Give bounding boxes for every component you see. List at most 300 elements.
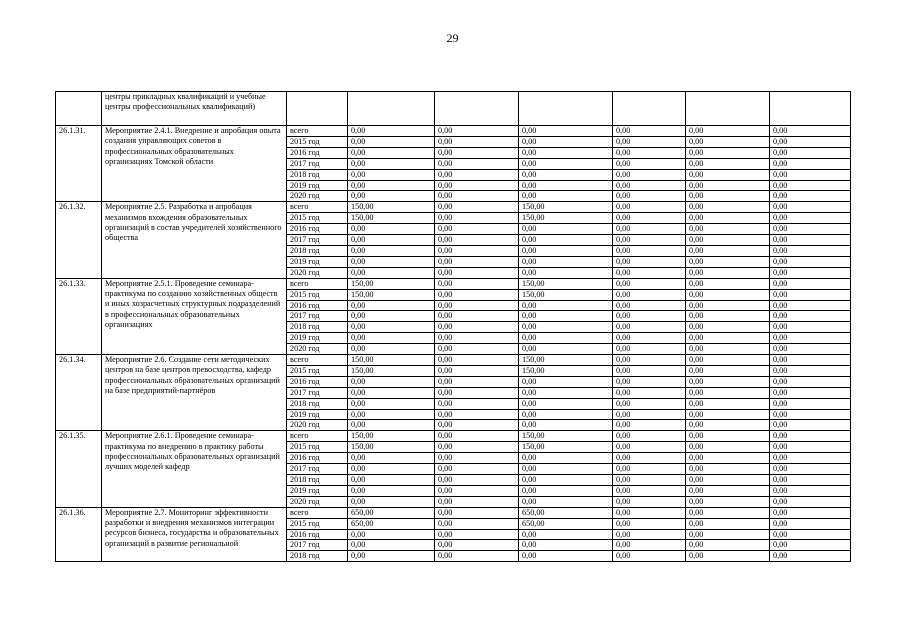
value-cell: 0,00 <box>770 540 851 551</box>
item-description: Мероприятие 2.4.1. Внедрение и апробация опыта создания управляющих советов в профессиональных образовательных организациях Томской области <box>102 126 287 202</box>
item-description: Мероприятие 2.6.1. Проведение семинара-практикума по внедрению в практику работы профессиональных образовательных организаций лучших моделей кафедр <box>102 431 287 507</box>
value-cell: 150,00 <box>348 431 435 442</box>
value-cell: 0,00 <box>519 453 613 464</box>
value-cell: 0,00 <box>770 420 851 431</box>
value-cell: 0,00 <box>519 485 613 496</box>
table-cell <box>519 92 613 126</box>
value-cell: 0,00 <box>686 147 770 158</box>
value-cell: 0,00 <box>435 355 519 366</box>
period-cell: 2017 год <box>287 311 348 322</box>
value-cell: 0,00 <box>613 398 686 409</box>
value-cell: 0,00 <box>770 126 851 137</box>
value-cell: 0,00 <box>435 420 519 431</box>
period-cell: 2018 год <box>287 551 348 562</box>
value-cell: 0,00 <box>770 409 851 420</box>
value-cell: 0,00 <box>519 136 613 147</box>
value-cell: 0,00 <box>519 333 613 344</box>
value-cell: 0,00 <box>435 202 519 213</box>
period-cell: 2020 год <box>287 420 348 431</box>
value-cell: 0,00 <box>686 431 770 442</box>
value-cell: 0,00 <box>770 387 851 398</box>
value-cell: 0,00 <box>613 420 686 431</box>
value-cell: 150,00 <box>519 442 613 453</box>
value-cell: 0,00 <box>613 256 686 267</box>
period-cell: 2016 год <box>287 147 348 158</box>
value-cell: 0,00 <box>613 245 686 256</box>
value-cell: 0,00 <box>770 147 851 158</box>
value-cell: 0,00 <box>519 180 613 191</box>
period-cell: 2018 год <box>287 475 348 486</box>
value-cell: 0,00 <box>686 158 770 169</box>
value-cell: 0,00 <box>770 136 851 147</box>
value-cell: 0,00 <box>348 464 435 475</box>
period-cell: 2015 год <box>287 136 348 147</box>
value-cell: 650,00 <box>519 507 613 518</box>
value-cell: 0,00 <box>519 245 613 256</box>
value-cell: 0,00 <box>613 333 686 344</box>
table-cell <box>287 92 348 126</box>
value-cell: 150,00 <box>348 278 435 289</box>
value-cell: 0,00 <box>613 191 686 202</box>
value-cell: 0,00 <box>686 126 770 137</box>
value-cell: 0,00 <box>435 387 519 398</box>
value-cell: 0,00 <box>348 245 435 256</box>
value-cell: 0,00 <box>435 289 519 300</box>
value-cell: 0,00 <box>519 376 613 387</box>
table-row <box>56 278 851 289</box>
value-cell: 0,00 <box>686 398 770 409</box>
value-cell: 0,00 <box>770 311 851 322</box>
value-cell: 0,00 <box>686 365 770 376</box>
value-cell: 0,00 <box>348 398 435 409</box>
value-cell: 150,00 <box>519 278 613 289</box>
value-cell: 0,00 <box>519 551 613 562</box>
value-cell: 0,00 <box>435 256 519 267</box>
value-cell: 0,00 <box>686 355 770 366</box>
value-cell: 0,00 <box>519 409 613 420</box>
value-cell: 0,00 <box>435 213 519 224</box>
item-code: 26.1.35. <box>56 431 102 507</box>
value-cell: 0,00 <box>770 235 851 246</box>
value-cell: 0,00 <box>348 147 435 158</box>
period-cell: 2016 год <box>287 529 348 540</box>
period-cell: всего <box>287 507 348 518</box>
table-cell <box>770 92 851 126</box>
value-cell: 0,00 <box>519 387 613 398</box>
value-cell: 0,00 <box>613 475 686 486</box>
value-cell: 0,00 <box>770 365 851 376</box>
value-cell: 0,00 <box>435 464 519 475</box>
period-cell: 2020 год <box>287 191 348 202</box>
value-cell: 0,00 <box>613 278 686 289</box>
value-cell: 150,00 <box>519 355 613 366</box>
value-cell: 150,00 <box>519 213 613 224</box>
value-cell: 0,00 <box>770 267 851 278</box>
value-cell: 0,00 <box>686 551 770 562</box>
value-cell: 0,00 <box>519 300 613 311</box>
value-cell: 0,00 <box>770 256 851 267</box>
value-cell: 0,00 <box>613 147 686 158</box>
value-cell: 0,00 <box>613 507 686 518</box>
value-cell: 0,00 <box>770 453 851 464</box>
period-cell: 2018 год <box>287 169 348 180</box>
value-cell: 0,00 <box>435 136 519 147</box>
value-cell: 0,00 <box>770 507 851 518</box>
item-description: Мероприятие 2.6. Создание сети методических центров на базе центров превосходства, кафедр профессиональных образовательных организаций на базе предприятий-партнёров <box>102 355 287 431</box>
value-cell: 0,00 <box>686 442 770 453</box>
value-cell: 0,00 <box>519 398 613 409</box>
value-cell: 0,00 <box>348 420 435 431</box>
value-cell: 0,00 <box>519 191 613 202</box>
value-cell: 650,00 <box>348 518 435 529</box>
value-cell: 0,00 <box>435 300 519 311</box>
period-cell: 2016 год <box>287 224 348 235</box>
value-cell: 0,00 <box>348 191 435 202</box>
value-cell: 0,00 <box>686 169 770 180</box>
value-cell: 0,00 <box>519 126 613 137</box>
period-cell: 2019 год <box>287 256 348 267</box>
value-cell: 0,00 <box>519 344 613 355</box>
value-cell: 0,00 <box>686 278 770 289</box>
value-cell: 0,00 <box>770 431 851 442</box>
value-cell: 0,00 <box>348 169 435 180</box>
budget-table <box>55 91 851 562</box>
table-row <box>56 431 851 442</box>
item-code: 26.1.36. <box>56 507 102 562</box>
value-cell: 0,00 <box>770 344 851 355</box>
value-cell: 0,00 <box>770 191 851 202</box>
value-cell: 0,00 <box>686 202 770 213</box>
item-description: Мероприятие 2.5. Разработка и апробация механизмов вхождения образовательных организаций в состав учредителей хозяйственного общества <box>102 202 287 278</box>
table-row <box>56 126 851 137</box>
value-cell: 0,00 <box>613 289 686 300</box>
value-cell: 0,00 <box>348 496 435 507</box>
value-cell: 0,00 <box>770 333 851 344</box>
value-cell: 0,00 <box>613 387 686 398</box>
table-cell <box>613 92 686 126</box>
item-description: Мероприятие 2.7. Мониторинг эффективности разработки и внедрения механизмов интеграции ресурсов бизнеса, государства и образовательных организаций в развитие региональной <box>102 507 287 562</box>
value-cell: 0,00 <box>686 245 770 256</box>
value-cell: 150,00 <box>348 213 435 224</box>
value-cell: 0,00 <box>613 464 686 475</box>
period-cell: 2015 год <box>287 289 348 300</box>
value-cell: 0,00 <box>435 507 519 518</box>
value-cell: 0,00 <box>435 245 519 256</box>
value-cell: 0,00 <box>613 202 686 213</box>
value-cell: 0,00 <box>348 475 435 486</box>
value-cell: 650,00 <box>519 518 613 529</box>
value-cell: 0,00 <box>686 387 770 398</box>
value-cell: 150,00 <box>348 289 435 300</box>
value-cell: 0,00 <box>435 376 519 387</box>
value-cell: 0,00 <box>435 344 519 355</box>
value-cell: 0,00 <box>686 540 770 551</box>
value-cell: 0,00 <box>519 475 613 486</box>
value-cell: 0,00 <box>770 278 851 289</box>
value-cell: 0,00 <box>348 267 435 278</box>
value-cell: 0,00 <box>686 344 770 355</box>
value-cell: 0,00 <box>686 333 770 344</box>
value-cell: 0,00 <box>519 158 613 169</box>
value-cell: 0,00 <box>686 420 770 431</box>
value-cell: 0,00 <box>686 376 770 387</box>
value-cell: 0,00 <box>519 496 613 507</box>
value-cell: 0,00 <box>613 169 686 180</box>
value-cell: 0,00 <box>613 311 686 322</box>
value-cell: 0,00 <box>435 540 519 551</box>
value-cell: 150,00 <box>348 365 435 376</box>
value-cell: 0,00 <box>613 485 686 496</box>
period-cell: 2019 год <box>287 180 348 191</box>
value-cell: 0,00 <box>613 453 686 464</box>
value-cell: 0,00 <box>348 551 435 562</box>
value-cell: 0,00 <box>435 169 519 180</box>
table-row <box>56 507 851 518</box>
value-cell: 0,00 <box>770 213 851 224</box>
value-cell: 0,00 <box>613 158 686 169</box>
value-cell: 0,00 <box>613 180 686 191</box>
period-cell: 2020 год <box>287 344 348 355</box>
period-cell: 2017 год <box>287 540 348 551</box>
period-cell: 2018 год <box>287 322 348 333</box>
value-cell: 0,00 <box>770 289 851 300</box>
value-cell: 150,00 <box>519 365 613 376</box>
period-cell: всего <box>287 431 348 442</box>
item-code: 26.1.33. <box>56 278 102 354</box>
value-cell: 0,00 <box>613 322 686 333</box>
value-cell: 0,00 <box>519 235 613 246</box>
value-cell: 0,00 <box>435 496 519 507</box>
value-cell: 0,00 <box>686 518 770 529</box>
value-cell: 0,00 <box>686 453 770 464</box>
value-cell: 150,00 <box>519 431 613 442</box>
value-cell: 0,00 <box>435 409 519 420</box>
value-cell: 0,00 <box>686 300 770 311</box>
value-cell: 0,00 <box>519 267 613 278</box>
value-cell: 0,00 <box>348 136 435 147</box>
value-cell: 0,00 <box>348 387 435 398</box>
value-cell: 0,00 <box>348 158 435 169</box>
value-cell: 0,00 <box>519 147 613 158</box>
value-cell: 0,00 <box>770 169 851 180</box>
period-cell: 2018 год <box>287 245 348 256</box>
value-cell: 0,00 <box>770 475 851 486</box>
value-cell: 0,00 <box>348 311 435 322</box>
value-cell: 0,00 <box>613 300 686 311</box>
value-cell: 0,00 <box>613 431 686 442</box>
value-cell: 0,00 <box>686 311 770 322</box>
value-cell: 0,00 <box>686 191 770 202</box>
value-cell: 0,00 <box>686 485 770 496</box>
table-cell <box>435 92 519 126</box>
value-cell: 0,00 <box>686 475 770 486</box>
period-cell: всего <box>287 278 348 289</box>
value-cell: 650,00 <box>348 507 435 518</box>
value-cell: 0,00 <box>435 518 519 529</box>
value-cell: 0,00 <box>435 311 519 322</box>
value-cell: 0,00 <box>686 136 770 147</box>
value-cell: 0,00 <box>519 169 613 180</box>
value-cell: 0,00 <box>686 409 770 420</box>
value-cell: 0,00 <box>348 180 435 191</box>
value-cell: 0,00 <box>613 267 686 278</box>
value-cell: 0,00 <box>435 278 519 289</box>
period-cell: всего <box>287 126 348 137</box>
value-cell: 0,00 <box>435 235 519 246</box>
value-cell: 0,00 <box>770 245 851 256</box>
continuation-description: центры прикладных квалификаций и учебные центры профессиональных квалификаций) <box>102 92 287 126</box>
value-cell: 0,00 <box>686 464 770 475</box>
period-cell: 2017 год <box>287 235 348 246</box>
value-cell: 0,00 <box>686 213 770 224</box>
item-code: 26.1.34. <box>56 355 102 431</box>
value-cell: 0,00 <box>519 256 613 267</box>
value-cell: 0,00 <box>770 158 851 169</box>
value-cell: 0,00 <box>348 333 435 344</box>
period-cell: 2015 год <box>287 518 348 529</box>
value-cell: 0,00 <box>348 344 435 355</box>
value-cell: 0,00 <box>770 376 851 387</box>
value-cell: 0,00 <box>435 529 519 540</box>
value-cell: 0,00 <box>686 507 770 518</box>
value-cell: 0,00 <box>686 267 770 278</box>
value-cell: 0,00 <box>519 311 613 322</box>
value-cell: 0,00 <box>613 136 686 147</box>
period-cell: всего <box>287 202 348 213</box>
value-cell: 0,00 <box>770 300 851 311</box>
value-cell: 0,00 <box>435 551 519 562</box>
value-cell: 0,00 <box>613 376 686 387</box>
value-cell: 150,00 <box>519 202 613 213</box>
value-cell: 0,00 <box>348 224 435 235</box>
value-cell: 150,00 <box>348 355 435 366</box>
value-cell: 0,00 <box>435 322 519 333</box>
value-cell: 0,00 <box>686 496 770 507</box>
item-code: 26.1.31. <box>56 126 102 202</box>
value-cell: 0,00 <box>686 224 770 235</box>
value-cell: 0,00 <box>348 256 435 267</box>
value-cell: 0,00 <box>770 398 851 409</box>
table-cell <box>348 92 435 126</box>
period-cell: 2019 год <box>287 333 348 344</box>
value-cell: 0,00 <box>519 464 613 475</box>
value-cell: 0,00 <box>770 464 851 475</box>
value-cell: 0,00 <box>613 224 686 235</box>
value-cell: 0,00 <box>770 485 851 496</box>
table-row <box>56 355 851 366</box>
value-cell: 0,00 <box>348 322 435 333</box>
value-cell: 0,00 <box>435 453 519 464</box>
value-cell: 0,00 <box>348 453 435 464</box>
value-cell: 0,00 <box>770 518 851 529</box>
value-cell: 0,00 <box>613 442 686 453</box>
value-cell: 0,00 <box>770 496 851 507</box>
value-cell: 0,00 <box>348 529 435 540</box>
period-cell: 2018 год <box>287 398 348 409</box>
value-cell: 0,00 <box>435 147 519 158</box>
value-cell: 0,00 <box>435 126 519 137</box>
value-cell: 0,00 <box>519 322 613 333</box>
period-cell: 2020 год <box>287 496 348 507</box>
value-cell: 0,00 <box>435 398 519 409</box>
value-cell: 0,00 <box>435 224 519 235</box>
value-cell: 0,00 <box>686 529 770 540</box>
value-cell: 0,00 <box>613 540 686 551</box>
period-cell: 2019 год <box>287 409 348 420</box>
period-cell: 2015 год <box>287 442 348 453</box>
continuation-row <box>56 92 851 126</box>
value-cell: 0,00 <box>613 365 686 376</box>
value-cell: 0,00 <box>435 267 519 278</box>
value-cell: 0,00 <box>613 235 686 246</box>
value-cell: 0,00 <box>613 213 686 224</box>
table-row <box>56 202 851 213</box>
value-cell: 150,00 <box>348 442 435 453</box>
table-cell <box>56 92 102 126</box>
value-cell: 0,00 <box>348 300 435 311</box>
value-cell: 0,00 <box>686 289 770 300</box>
page-number: 29 <box>446 31 459 45</box>
value-cell: 0,00 <box>435 180 519 191</box>
value-cell: 0,00 <box>348 376 435 387</box>
value-cell: 0,00 <box>519 529 613 540</box>
value-cell: 0,00 <box>348 235 435 246</box>
value-cell: 0,00 <box>613 409 686 420</box>
period-cell: 2016 год <box>287 376 348 387</box>
period-cell: 2015 год <box>287 365 348 376</box>
value-cell: 0,00 <box>613 126 686 137</box>
value-cell: 0,00 <box>613 529 686 540</box>
value-cell: 0,00 <box>613 355 686 366</box>
period-cell: 2017 год <box>287 158 348 169</box>
value-cell: 0,00 <box>435 158 519 169</box>
value-cell: 0,00 <box>435 365 519 376</box>
value-cell: 0,00 <box>613 344 686 355</box>
value-cell: 0,00 <box>686 180 770 191</box>
period-cell: 2015 год <box>287 213 348 224</box>
value-cell: 0,00 <box>519 540 613 551</box>
value-cell: 0,00 <box>686 322 770 333</box>
period-cell: 2019 год <box>287 485 348 496</box>
period-cell: 2020 год <box>287 267 348 278</box>
value-cell: 0,00 <box>348 485 435 496</box>
value-cell: 0,00 <box>613 551 686 562</box>
value-cell: 0,00 <box>770 355 851 366</box>
period-cell: 2016 год <box>287 300 348 311</box>
value-cell: 0,00 <box>348 409 435 420</box>
value-cell: 0,00 <box>613 518 686 529</box>
value-cell: 0,00 <box>770 180 851 191</box>
value-cell: 0,00 <box>519 420 613 431</box>
value-cell: 0,00 <box>348 126 435 137</box>
value-cell: 0,00 <box>770 224 851 235</box>
item-description: Мероприятие 2.5.1. Проведение семинара-практикума по созданию хозяйственных обществ и иных хозрасчетных структурных подразделений в профессиональных образовательных организациях <box>102 278 287 354</box>
value-cell: 0,00 <box>435 333 519 344</box>
value-cell: 150,00 <box>348 202 435 213</box>
period-cell: 2017 год <box>287 464 348 475</box>
value-cell: 0,00 <box>770 442 851 453</box>
value-cell: 0,00 <box>435 475 519 486</box>
table-cell <box>686 92 770 126</box>
value-cell: 0,00 <box>519 224 613 235</box>
value-cell: 0,00 <box>435 442 519 453</box>
value-cell: 150,00 <box>519 289 613 300</box>
value-cell: 0,00 <box>770 202 851 213</box>
value-cell: 0,00 <box>686 235 770 246</box>
value-cell: 0,00 <box>435 431 519 442</box>
value-cell: 0,00 <box>770 551 851 562</box>
value-cell: 0,00 <box>613 496 686 507</box>
